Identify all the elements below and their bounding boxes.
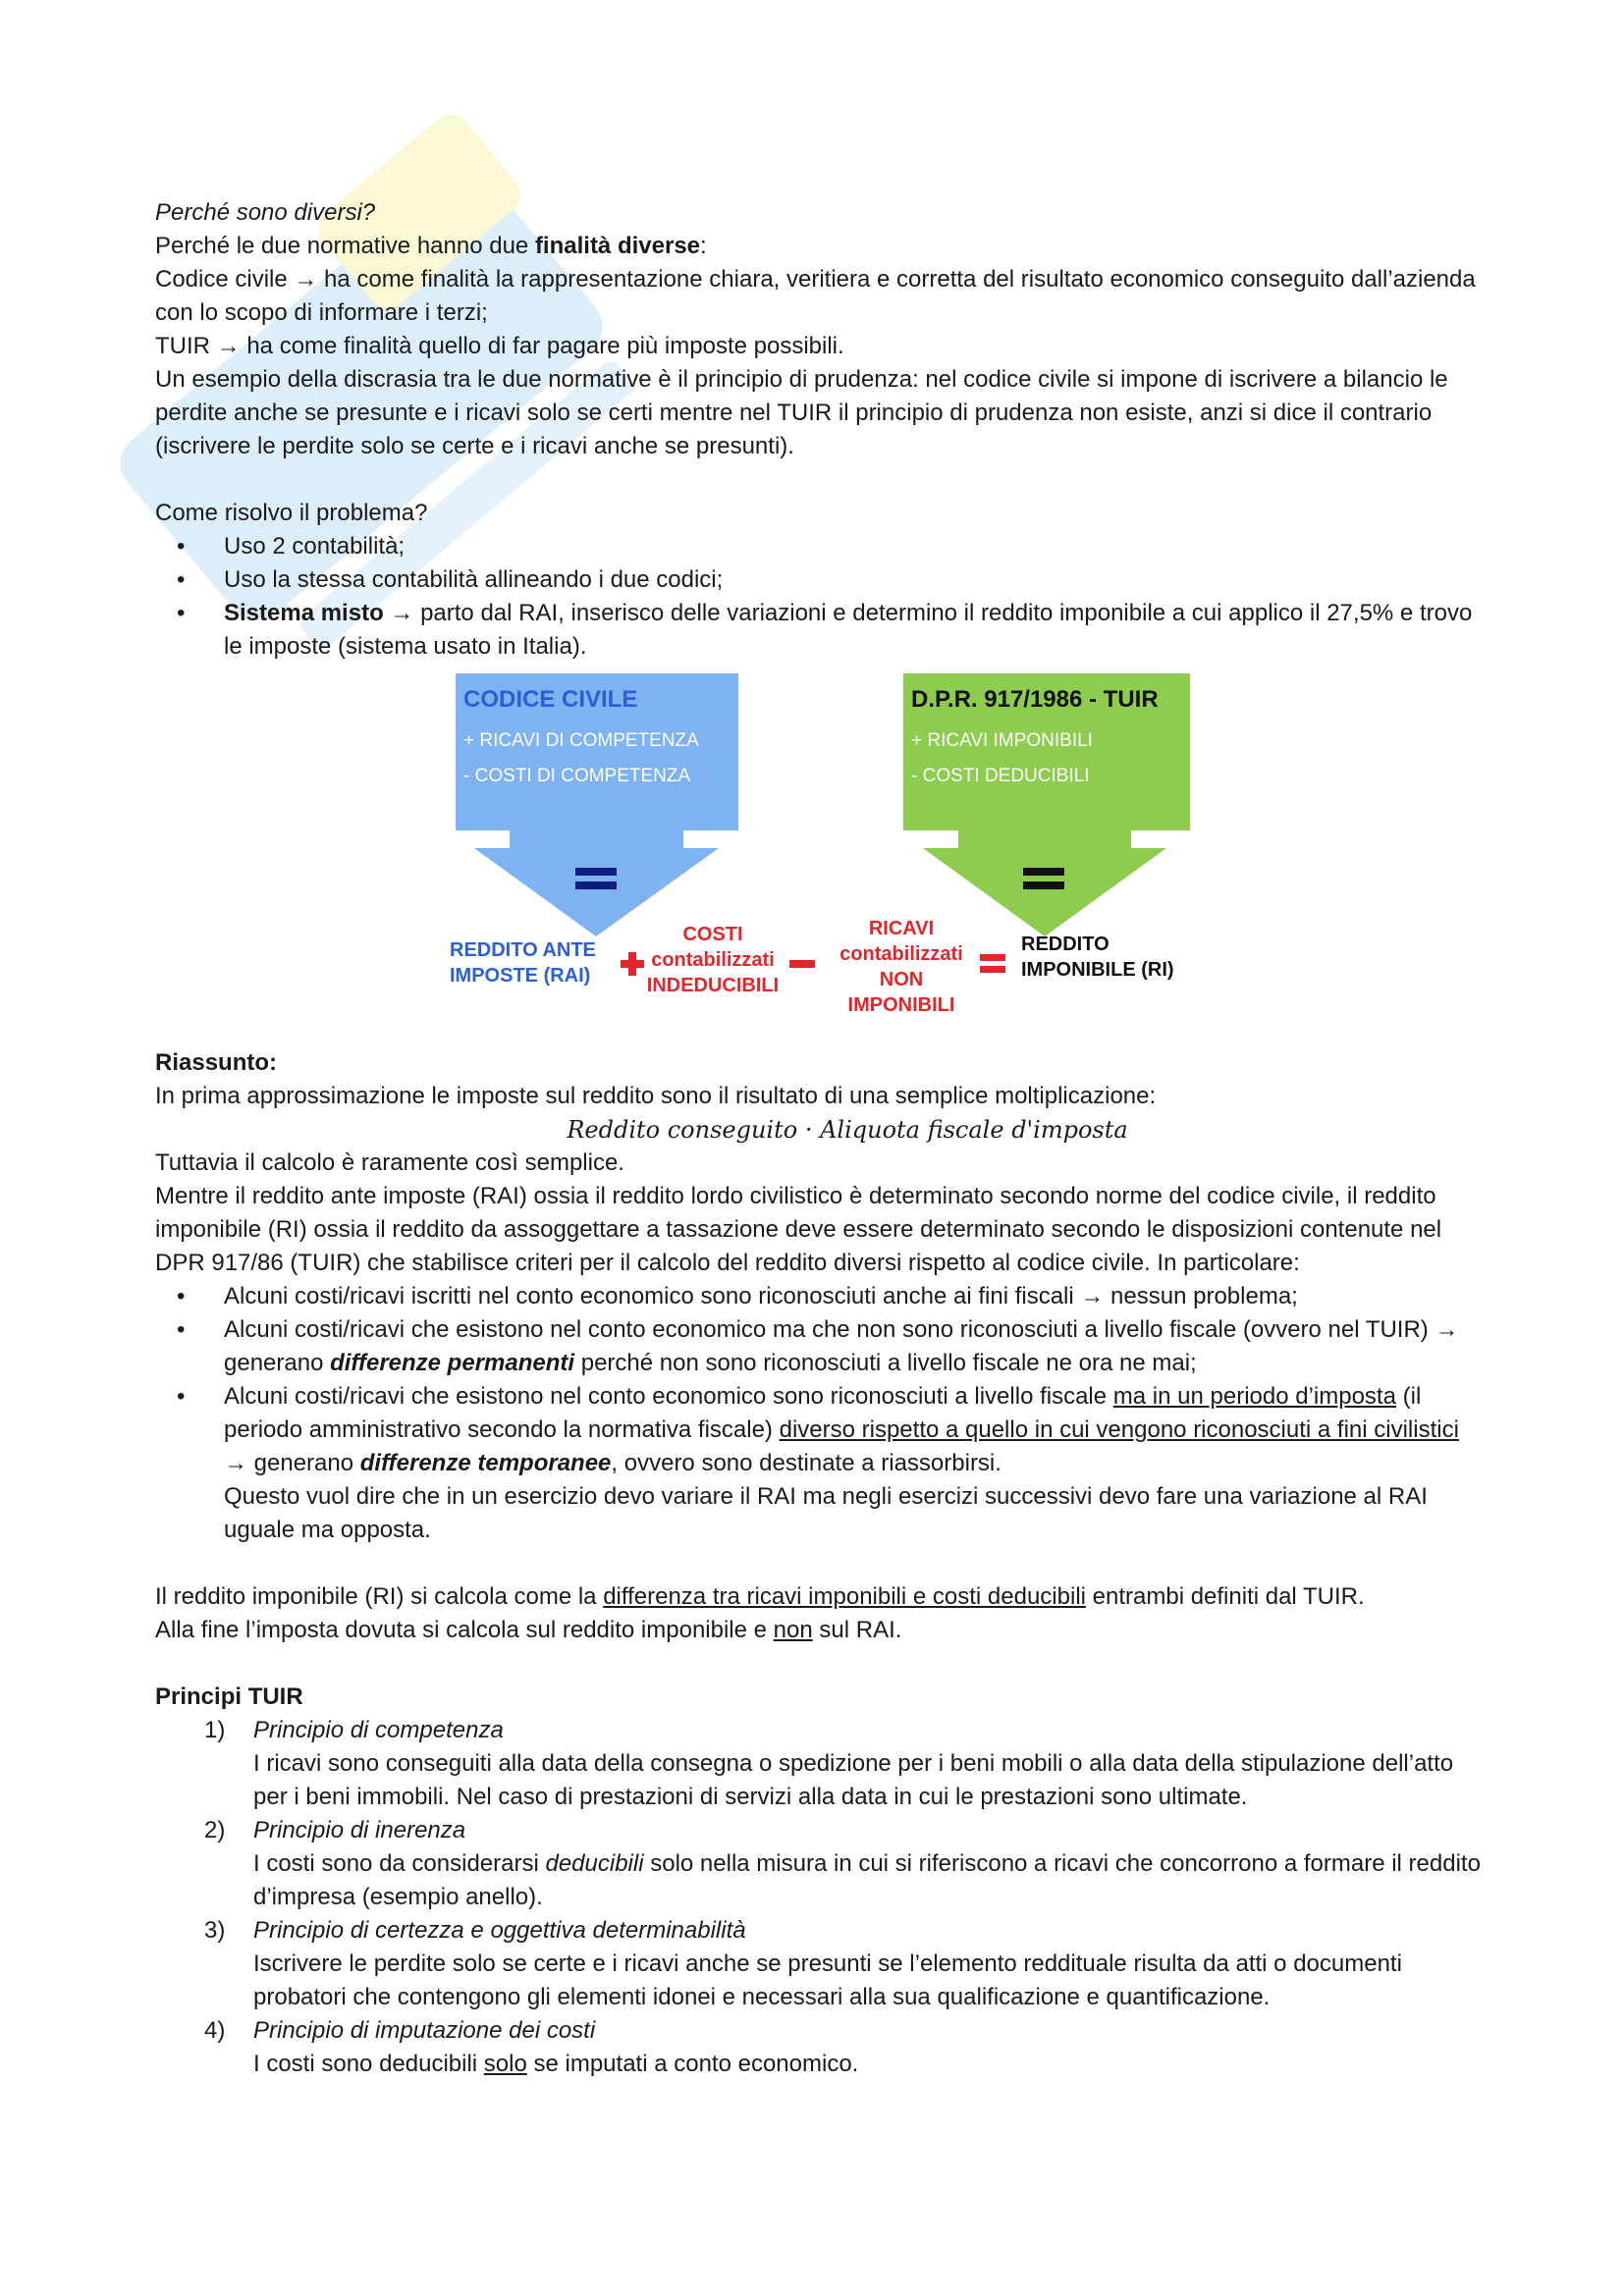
- intro-example: Un esempio della discrasia tra le due normative è il principio di prudenza: nel codice civile si impone di iscrivere a bilancio le perdite anche se presunte e i ricavi solo se certi mentre nel TUIR il principio di prudenza non esiste, anzi si dice il contrario (iscrivere le perdite solo se certe e i ricavi anche se presunti).: [155, 366, 1448, 459]
- box2-line2: - COSTI DEDUCIBILI: [911, 766, 1090, 786]
- riassunto-p3: Mentre il reddito ante imposte (RAI) ossia il reddito lordo civilistico è determinato secondo norme del codice civile, il reddito imponibile (RI) ossia il reddito da assoggettare a tassazione deve essere determinato secondo le disposizioni contenute nel DPR 917/86 (TUIR) che stabilisce criteri per il calcolo del reddito diversi rispetto al codice civile. In particolare:: [155, 1183, 1442, 1276]
- costi-label: contabilizzati: [651, 949, 775, 971]
- formula: Reddito conseguito · Aliquota fiscale d'imposta: [567, 1116, 1128, 1144]
- equals-icon: [1023, 868, 1064, 876]
- intro-question: Perché sono diversi?: [155, 199, 376, 226]
- riassunto-heading: Riassunto:: [155, 1049, 278, 1076]
- list-item: • Uso la stessa contabilità allineando i due codici;: [155, 563, 1481, 597]
- list-item: • Uso 2 contabilità;: [155, 530, 1481, 563]
- equals-icon: [980, 954, 1005, 961]
- list-item: • Sistema misto → parto dal RAI, inserisco delle variazioni e determino il reddito imponibile a cui applico il 27,5% e trovo le imposte (sistema usato in Italia).: [155, 597, 1481, 664]
- box1-line1: + RICAVI DI COMPETENZA: [463, 730, 699, 751]
- intro-codice-civile: Codice civile → ha come finalità la rappresentazione chiara, veritiera e corretta del risultato economico conseguito dall’azienda con lo scopo di informare i terzi;: [155, 266, 1476, 326]
- costi-label: INDEDUCIBILI: [646, 975, 780, 996]
- equals-icon: [1023, 881, 1064, 889]
- ricavi-label: NON: [879, 969, 924, 990]
- differences-list: [155, 1280, 1481, 1547]
- box1-line2: - COSTI DI COMPETENZA: [463, 766, 691, 786]
- equals-icon: [575, 868, 617, 876]
- list-item: • Alcuni costi/ricavi che esistono nel conto economico ma che non sono riconosciuti a livello fiscale (ovvero nel TUIR) → generano differenze permanenti perché non sono riconosciuti a livello fiscale ne ora ne mai;: [155, 1313, 1481, 1380]
- ri-calculation: Il reddito imponibile (RI) si calcola come la differenza tra ricavi imponibili e costi deducibili entrambi definiti dal TUIR.: [155, 1583, 1365, 1610]
- list-item: • Alcuni costi/ricavi iscritti nel conto economico sono riconosciuti anche ai fini fiscali → nessun problema;: [155, 1280, 1481, 1313]
- plus-icon: [628, 952, 636, 976]
- list-item: 4) Principio di imputazione dei costi I costi sono deducibili solo se imputati a conto economico.: [204, 2017, 859, 2077]
- problem-question: Come risolvo il problema?: [155, 500, 428, 526]
- equals-icon: [575, 881, 617, 889]
- solutions-list: [155, 530, 1481, 664]
- riassunto-p2: Tuttavia il calcolo è raramente così semplice.: [155, 1149, 624, 1176]
- principi-heading: Principi TUIR: [155, 1683, 303, 1710]
- minus-icon: [789, 960, 815, 968]
- intro-purpose: Perché le due normative hanno due finalità diverse:: [155, 233, 707, 259]
- box1-title: CODICE CIVILE: [463, 686, 638, 713]
- imposta-dovuta: Alla fine l’imposta dovuta si calcola sul reddito imponibile e non sul RAI.: [155, 1617, 902, 1643]
- costi-label: COSTI: [682, 924, 743, 945]
- ricavi-label: contabilizzati: [839, 943, 963, 965]
- fiscal-diagram: [155, 664, 1481, 1046]
- ricavi-label: RICAVI: [868, 918, 935, 939]
- intro-tuir: TUIR → ha come finalità quello di far pagare più imposte possibili.: [155, 333, 844, 359]
- box2-title: D.P.R. 917/1986 - TUIR: [911, 686, 1159, 713]
- box2-line1: + RICAVI IMPONIBILI: [911, 730, 1093, 751]
- principi-list: [155, 1714, 1481, 2081]
- riassunto-p1: In prima approssimazione le imposte sul reddito sono il risultato di una semplice moltiplicazione:: [155, 1083, 1157, 1109]
- list-item: 2) Principio di inerenza I costi sono da considerarsi deducibili solo nella misura in cui si riferiscono a ricavi che concorrono a formare il reddito d’impresa (esempio anello).: [204, 1817, 1481, 1910]
- list-item: 1) Principio di competenza I ricavi sono conseguiti alla data della consegna o spedizione per i beni mobili o alla data della stipulazione dell’atto per i beni immobili. Nel caso di prestazioni di servizi alla data in cui le prestazioni sono ultimate.: [204, 1717, 1454, 1810]
- ricavi-label: IMPONIBILI: [847, 994, 955, 1016]
- rai-label: REDDITO ANTE: [450, 939, 596, 961]
- equals-icon: [980, 966, 1005, 973]
- list-item: 3) Principio di certezza e oggettiva determinabilità Iscrivere le perdite solo se certe e i ricavi anche se presunti se l’elemento reddituale risulta da atti o documenti probatori che contengono gli elementi idonei e necessari alla sua qualificazione e quantificazione.: [204, 1917, 1402, 2010]
- ri-label: REDDITO: [1021, 934, 1110, 955]
- rai-label: IMPOSTE (RAI): [450, 965, 591, 987]
- page-content: [155, 196, 1481, 2081]
- list-item: • Alcuni costi/ricavi che esistono nel conto economico sono riconosciuti a livello fiscale ma in un periodo d’imposta (il periodo amministrativo secondo la normativa fiscale) diverso rispetto a quello in cui vengono riconosciuti a fini civilistici → generano differenze temporanee, ovvero sono destinate a riassorbirsi. Questo vuol dire che in un esercizio devo variare il RAI ma negli esercizi successivi devo fare una variazione al RAI uguale ma opposta.: [155, 1380, 1481, 1547]
- ri-label: IMPONIBILE (RI): [1021, 959, 1174, 981]
